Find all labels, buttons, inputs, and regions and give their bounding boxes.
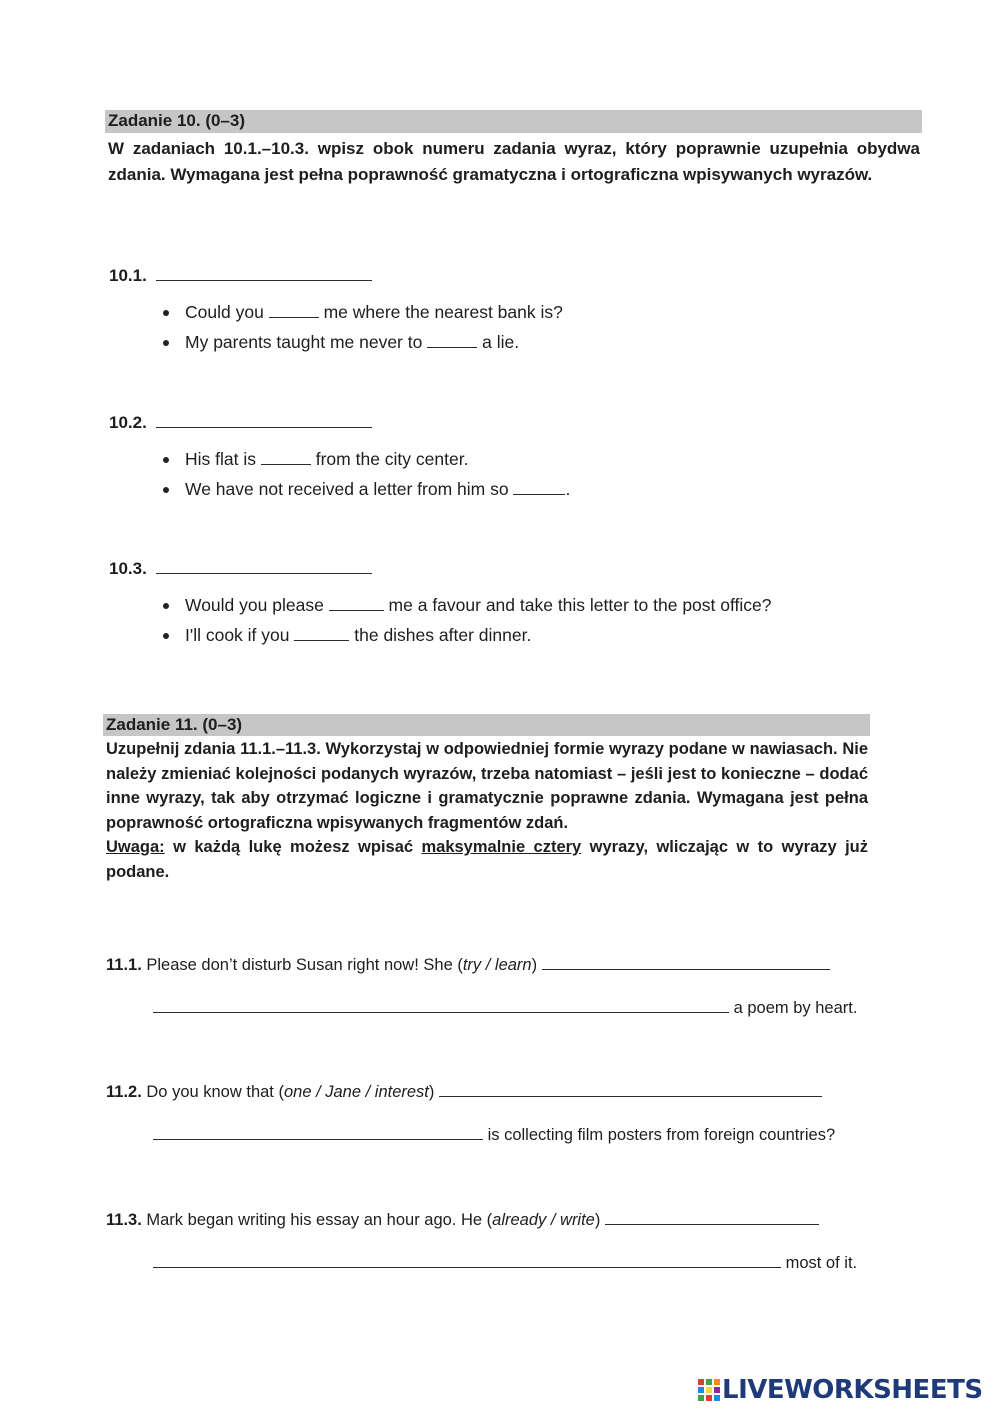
word-hint: one / Jane / interest (283, 1083, 429, 1101)
logo-text: LIVEWORKSHEETS (722, 1375, 983, 1405)
item-11-1: 11.1. Please don’t disturb Susan right now! She (try / learn) (106, 953, 868, 975)
task-10-header: Zadanie 10. (0–3) (105, 110, 922, 133)
sentence-gap (427, 331, 477, 348)
answer-blank[interactable] (156, 409, 372, 428)
list-item: Could you me where the nearest bank is? (160, 297, 563, 327)
item-number: 11.2. (106, 1083, 142, 1101)
note-label: Uwaga: (106, 838, 165, 856)
item-number: 10.2. (109, 413, 147, 432)
answer-blank[interactable] (156, 555, 372, 574)
task-11-header: Zadanie 11. (0–3) (103, 714, 870, 736)
list-item: His flat is from the city center. (160, 444, 570, 474)
word-hint: already / write (492, 1211, 595, 1229)
item-10-2-sentences (160, 444, 570, 504)
item-number: 11.1. (106, 956, 142, 974)
answer-blank[interactable] (542, 953, 830, 970)
sentence-gap (261, 448, 311, 465)
answer-blank[interactable] (153, 1123, 483, 1140)
sentence-gap (294, 624, 349, 641)
note: Uwaga: w każdą lukę możesz wpisać maksymalnie cztery wyrazy, wliczając w to wyrazy już podane. (106, 838, 868, 881)
logo-grid-icon (698, 1379, 720, 1401)
answer-blank[interactable] (156, 262, 372, 281)
item-11-2: 11.2. Do you know that (one / Jane / interest) (106, 1080, 868, 1102)
task-11-instruction (106, 737, 868, 884)
item-11-2-continuation: is collecting film posters from foreign countries? (153, 1123, 835, 1145)
answer-blank[interactable] (153, 996, 729, 1013)
item-11-1-continuation: a poem by heart. (153, 996, 857, 1018)
note-emphasis: maksymalnie cztery (421, 838, 582, 856)
word-hint: try / learn (462, 956, 532, 974)
item-number: 10.3. (109, 559, 147, 578)
sentence-gap (269, 301, 319, 318)
item-number: 10.1. (109, 266, 147, 285)
list-item: My parents taught me never to a lie. (160, 327, 563, 357)
answer-blank[interactable] (439, 1080, 822, 1097)
list-item: I'll cook if you the dishes after dinner. (160, 620, 772, 650)
item-10-2-answer (109, 409, 372, 433)
item-10-3-sentences (160, 590, 772, 650)
item-10-1-answer (109, 262, 372, 286)
instruction-text: Uzupełnij zdania 11.1.–11.3. Wykorzystaj w odpowiedniej formie wyrazy podane w nawiasach. Nie należy zmieniać kolejności podanych wyrazów, trzeba natomiast – jeśli jest to konieczne – dodać inne wyrazy, tak aby otrzymać logiczne i gramatycznie poprawne zdania. Wymagana jest pełna poprawność ortograficzna wpisywanych fragmentów zdań. (106, 740, 868, 832)
list-item: Would you please me a favour and take this letter to the post office? (160, 590, 772, 620)
task-10-instruction: W zadaniach 10.1.–10.3. wpisz obok numeru zadania wyraz, który poprawnie uzupełnia obydwa zdania. Wymagana jest pełna poprawność gramatyczna i ortograficzna wpisywanych wyrazów. (108, 139, 920, 184)
item-10-3-answer (109, 555, 372, 579)
answer-blank[interactable] (605, 1208, 819, 1225)
item-number: 11.3. (106, 1211, 142, 1229)
sentence-gap (513, 478, 565, 495)
item-10-1-sentences (160, 297, 563, 357)
item-11-3-continuation: most of it. (153, 1251, 857, 1273)
sentence-gap (329, 594, 384, 611)
liveworksheets-logo (698, 1375, 983, 1405)
list-item: We have not received a letter from him so . (160, 474, 570, 504)
item-11-3: 11.3. Mark began writing his essay an hour ago. He (already / write) (106, 1208, 868, 1230)
answer-blank[interactable] (153, 1251, 781, 1268)
